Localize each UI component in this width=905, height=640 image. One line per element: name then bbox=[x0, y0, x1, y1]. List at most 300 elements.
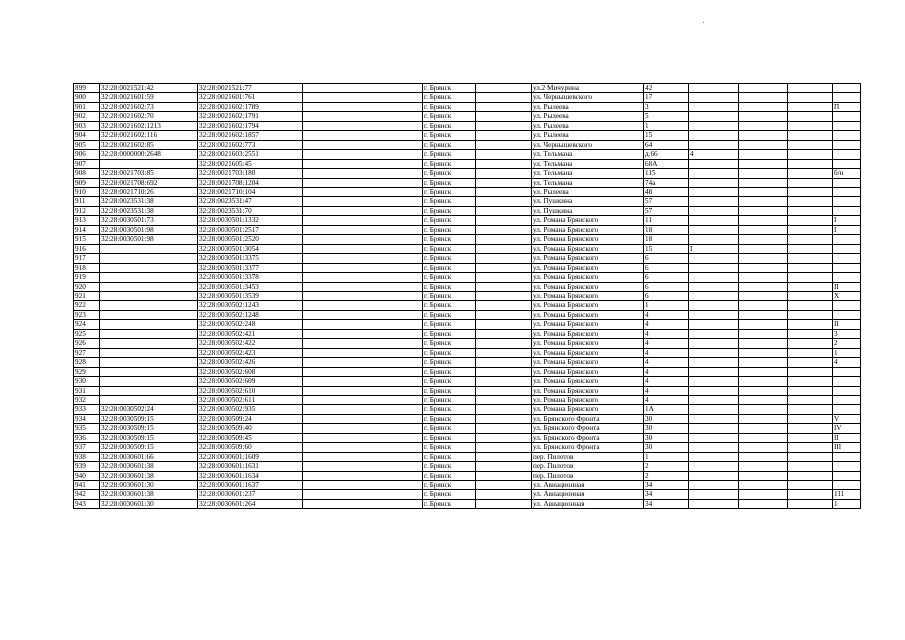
blank-cell-cell bbox=[303, 216, 423, 225]
object-cadastral-number-cell: 32:28:0030509:60 bbox=[198, 443, 303, 452]
blank-cell-cell bbox=[476, 206, 532, 215]
city-cell: г. Брянск bbox=[423, 320, 476, 329]
city-cell: г. Брянск bbox=[423, 329, 476, 338]
land-cadastral-number-cell: 32:28:0030601:30 bbox=[100, 499, 198, 508]
table-row bbox=[74, 206, 861, 215]
blank-cell-cell bbox=[303, 273, 423, 282]
premises-number-cell bbox=[833, 481, 861, 490]
blank-cell-cell bbox=[788, 433, 833, 442]
blank-cell-cell bbox=[303, 481, 423, 490]
object-cadastral-number-cell: 32:28:0030502:248 bbox=[198, 320, 303, 329]
street-cell: пер. Пилотов bbox=[532, 471, 644, 480]
blank-cell-cell bbox=[788, 348, 833, 357]
blank-cell-cell bbox=[476, 93, 532, 102]
land-cadastral-number-cell bbox=[100, 244, 198, 253]
table-row bbox=[74, 235, 861, 244]
blank-cell-cell bbox=[739, 301, 788, 310]
building-number-cell bbox=[689, 499, 739, 508]
land-cadastral-number-cell: 32:28:0030509:15 bbox=[100, 414, 198, 423]
row-number-cell: 934 bbox=[74, 414, 100, 423]
row-number-cell: 900 bbox=[74, 93, 100, 102]
object-cadastral-number-cell: 32:28:0030601:237 bbox=[198, 490, 303, 499]
table-row bbox=[74, 282, 861, 291]
premises-number-cell bbox=[833, 471, 861, 480]
blank-cell-cell bbox=[788, 424, 833, 433]
land-cadastral-number-cell: 32:28:0030601:30 bbox=[100, 481, 198, 490]
premises-number-cell: 1 bbox=[833, 348, 861, 357]
blank-cell-cell bbox=[303, 471, 423, 480]
building-number-cell bbox=[689, 462, 739, 471]
table-row bbox=[74, 254, 861, 263]
blank-cell-cell bbox=[788, 377, 833, 386]
blank-cell-cell bbox=[303, 84, 423, 93]
object-cadastral-number-cell: 32:28:0021602:773 bbox=[198, 140, 303, 149]
land-cadastral-number-cell bbox=[100, 310, 198, 319]
street-cell: ул. Чернышевского bbox=[532, 140, 644, 149]
house-number-cell: 6 bbox=[644, 254, 689, 263]
premises-number-cell bbox=[833, 395, 861, 404]
street-cell: ул. Рылеева bbox=[532, 121, 644, 130]
blank-cell-cell bbox=[788, 310, 833, 319]
building-number-cell bbox=[689, 348, 739, 357]
city-cell: г. Брянск bbox=[423, 93, 476, 102]
premises-number-cell bbox=[833, 84, 861, 93]
building-number-cell bbox=[689, 386, 739, 395]
premises-number-cell bbox=[833, 310, 861, 319]
blank-cell-cell bbox=[788, 150, 833, 159]
street-cell: ул. Романа Брянского bbox=[532, 291, 644, 300]
blank-cell-cell bbox=[303, 197, 423, 206]
street-cell: ул. Рылеева bbox=[532, 131, 644, 140]
blank-cell-cell bbox=[739, 206, 788, 215]
blank-cell-cell bbox=[788, 405, 833, 414]
street-cell: ул. Романа Брянского bbox=[532, 405, 644, 414]
street-cell: ул. Авиационная bbox=[532, 481, 644, 490]
blank-cell-cell bbox=[739, 273, 788, 282]
row-number-cell: 908 bbox=[74, 169, 100, 178]
blank-cell-cell bbox=[739, 377, 788, 386]
house-number-cell: 57 bbox=[644, 206, 689, 215]
table-row bbox=[74, 462, 861, 471]
street-cell: ул. Брянского Фронта bbox=[532, 433, 644, 442]
street-cell: ул. Романа Брянского bbox=[532, 254, 644, 263]
object-cadastral-number-cell: 32:28:0021710:104 bbox=[198, 187, 303, 196]
table-row bbox=[74, 329, 861, 338]
city-cell: г. Брянск bbox=[423, 84, 476, 93]
house-number-cell: 4 bbox=[644, 367, 689, 376]
row-number-cell: 924 bbox=[74, 320, 100, 329]
table-row bbox=[74, 481, 861, 490]
blank-cell-cell bbox=[303, 405, 423, 414]
city-cell: г. Брянск bbox=[423, 159, 476, 168]
blank-cell-cell bbox=[739, 131, 788, 140]
blank-cell-cell bbox=[303, 169, 423, 178]
blank-cell-cell bbox=[476, 462, 532, 471]
table-row bbox=[74, 348, 861, 357]
blank-cell-cell bbox=[788, 216, 833, 225]
table-row bbox=[74, 377, 861, 386]
blank-cell-cell bbox=[739, 481, 788, 490]
city-cell: г. Брянск bbox=[423, 471, 476, 480]
land-cadastral-number-cell: 32:28:0030509:15 bbox=[100, 424, 198, 433]
house-number-cell: 4 bbox=[644, 395, 689, 404]
row-number-cell: 938 bbox=[74, 452, 100, 461]
object-cadastral-number-cell: 32:28:0030501:3378 bbox=[198, 273, 303, 282]
blank-cell-cell bbox=[303, 102, 423, 111]
blank-cell-cell bbox=[476, 187, 532, 196]
land-cadastral-number-cell bbox=[100, 395, 198, 404]
city-cell: г. Брянск bbox=[423, 235, 476, 244]
premises-number-cell: X bbox=[833, 291, 861, 300]
land-cadastral-number-cell: 32:28:0021602:70 bbox=[100, 112, 198, 121]
building-number-cell bbox=[689, 490, 739, 499]
blank-cell-cell bbox=[476, 197, 532, 206]
land-cadastral-number-cell: 32:28:0021708:692 bbox=[100, 178, 198, 187]
blank-cell-cell bbox=[303, 244, 423, 253]
blank-cell-cell bbox=[303, 93, 423, 102]
table-row bbox=[74, 216, 861, 225]
object-cadastral-number-cell: 32:28:0030501:3375 bbox=[198, 254, 303, 263]
premises-number-cell bbox=[833, 367, 861, 376]
premises-number-cell: II bbox=[833, 433, 861, 442]
street-cell: ул. Романа Брянского bbox=[532, 301, 644, 310]
object-cadastral-number-cell: 32:28:0030502:935 bbox=[198, 405, 303, 414]
blank-cell-cell bbox=[788, 159, 833, 168]
premises-number-cell: 1 bbox=[833, 499, 861, 508]
building-number-cell bbox=[689, 471, 739, 480]
building-number-cell bbox=[689, 452, 739, 461]
blank-cell-cell bbox=[739, 282, 788, 291]
blank-cell-cell bbox=[476, 320, 532, 329]
blank-cell-cell bbox=[788, 320, 833, 329]
premises-number-cell bbox=[833, 235, 861, 244]
premises-number-cell bbox=[833, 112, 861, 121]
blank-cell-cell bbox=[739, 254, 788, 263]
row-number-cell: 910 bbox=[74, 187, 100, 196]
blank-cell-cell bbox=[788, 367, 833, 376]
street-cell: ул. Брянского Фронта bbox=[532, 443, 644, 452]
land-cadastral-number-cell bbox=[100, 367, 198, 376]
blank-cell-cell bbox=[476, 150, 532, 159]
city-cell: г. Брянск bbox=[423, 273, 476, 282]
blank-cell-cell bbox=[303, 367, 423, 376]
city-cell: г. Брянск bbox=[423, 310, 476, 319]
row-number-cell: 917 bbox=[74, 254, 100, 263]
blank-cell-cell bbox=[303, 452, 423, 461]
blank-cell-cell bbox=[788, 481, 833, 490]
object-cadastral-number-cell: 32:28:0021602:1791 bbox=[198, 112, 303, 121]
building-number-cell bbox=[689, 395, 739, 404]
land-cadastral-number-cell bbox=[100, 263, 198, 272]
street-cell: ул. Романа Брянского bbox=[532, 282, 644, 291]
blank-cell-cell bbox=[739, 159, 788, 168]
building-number-cell bbox=[689, 367, 739, 376]
land-cadastral-number-cell bbox=[100, 377, 198, 386]
blank-cell-cell bbox=[476, 339, 532, 348]
blank-cell-cell bbox=[739, 140, 788, 149]
object-cadastral-number-cell: 32:28:0021602:1857 bbox=[198, 131, 303, 140]
row-number-cell: 939 bbox=[74, 462, 100, 471]
table-row bbox=[74, 112, 861, 121]
blank-cell-cell bbox=[788, 225, 833, 234]
city-cell: г. Брянск bbox=[423, 499, 476, 508]
blank-cell-cell bbox=[303, 301, 423, 310]
object-cadastral-number-cell: 32:28:0030601:1631 bbox=[198, 462, 303, 471]
blank-cell-cell bbox=[739, 225, 788, 234]
row-number-cell: 916 bbox=[74, 244, 100, 253]
land-cadastral-number-cell bbox=[100, 348, 198, 357]
premises-number-cell bbox=[833, 263, 861, 272]
premises-number-cell bbox=[833, 254, 861, 263]
land-cadastral-number-cell: 32:28:0021601:59 bbox=[100, 93, 198, 102]
premises-number-cell: 3 bbox=[833, 329, 861, 338]
blank-cell-cell bbox=[476, 358, 532, 367]
land-cadastral-number-cell bbox=[100, 320, 198, 329]
blank-cell-cell bbox=[788, 462, 833, 471]
row-number-cell: 913 bbox=[74, 216, 100, 225]
house-number-cell: 4 bbox=[644, 348, 689, 357]
house-number-cell: 4 bbox=[644, 386, 689, 395]
table-row bbox=[74, 178, 861, 187]
row-number-cell: 940 bbox=[74, 471, 100, 480]
blank-cell-cell bbox=[788, 291, 833, 300]
house-number-cell: 18 bbox=[644, 235, 689, 244]
object-cadastral-number-cell: 32:28:0030601:1637 bbox=[198, 481, 303, 490]
blank-cell-cell bbox=[476, 433, 532, 442]
row-number-cell: 933 bbox=[74, 405, 100, 414]
building-number-cell bbox=[689, 273, 739, 282]
blank-cell-cell bbox=[739, 499, 788, 508]
blank-cell-cell bbox=[303, 150, 423, 159]
land-cadastral-number-cell: 32:28:0030601:38 bbox=[100, 471, 198, 480]
street-cell: ул. Рылеева bbox=[532, 112, 644, 121]
building-number-cell bbox=[689, 254, 739, 263]
house-number-cell: 6 bbox=[644, 263, 689, 272]
house-number-cell: 34 bbox=[644, 481, 689, 490]
blank-cell-cell bbox=[303, 225, 423, 234]
table-row bbox=[74, 131, 861, 140]
building-number-cell bbox=[689, 358, 739, 367]
street-cell: ул. Романа Брянского bbox=[532, 273, 644, 282]
table-row bbox=[74, 102, 861, 111]
city-cell: г. Брянск bbox=[423, 169, 476, 178]
premises-number-cell bbox=[833, 150, 861, 159]
table-row bbox=[74, 121, 861, 130]
blank-cell-cell bbox=[476, 112, 532, 121]
object-cadastral-number-cell: 32:28:0030501:2517 bbox=[198, 225, 303, 234]
house-number-cell: 2 bbox=[644, 471, 689, 480]
blank-cell-cell bbox=[739, 112, 788, 121]
street-cell: ул. Пушкина bbox=[532, 197, 644, 206]
blank-cell-cell bbox=[303, 187, 423, 196]
city-cell: г. Брянск bbox=[423, 197, 476, 206]
house-number-cell: 64 bbox=[644, 140, 689, 149]
object-cadastral-number-cell: 32:28:0030502:608 bbox=[198, 367, 303, 376]
table-row bbox=[74, 395, 861, 404]
building-number-cell: I bbox=[689, 244, 739, 253]
table-row bbox=[74, 263, 861, 272]
building-number-cell bbox=[689, 140, 739, 149]
table-row bbox=[74, 405, 861, 414]
table-row bbox=[74, 358, 861, 367]
city-cell: г. Брянск bbox=[423, 490, 476, 499]
land-cadastral-number-cell: 32:28:0021703:85 bbox=[100, 169, 198, 178]
city-cell: г. Брянск bbox=[423, 395, 476, 404]
blank-cell-cell bbox=[476, 254, 532, 263]
blank-cell-cell bbox=[739, 235, 788, 244]
object-cadastral-number-cell: 32:28:0030601:1634 bbox=[198, 471, 303, 480]
row-number-cell: 930 bbox=[74, 377, 100, 386]
object-cadastral-number-cell: 32:28:0030502:1243 bbox=[198, 301, 303, 310]
blank-cell-cell bbox=[788, 471, 833, 480]
blank-cell-cell bbox=[788, 197, 833, 206]
blank-cell-cell bbox=[739, 169, 788, 178]
street-cell: ул. Чернышевского bbox=[532, 93, 644, 102]
blank-cell-cell bbox=[476, 301, 532, 310]
blank-cell-cell bbox=[476, 131, 532, 140]
house-number-cell: 74а bbox=[644, 178, 689, 187]
house-number-cell: 42 bbox=[644, 84, 689, 93]
blank-cell-cell bbox=[739, 339, 788, 348]
house-number-cell: 34 bbox=[644, 499, 689, 508]
house-number-cell: 115 bbox=[644, 169, 689, 178]
premises-number-cell bbox=[833, 187, 861, 196]
blank-cell-cell bbox=[788, 452, 833, 461]
row-number-cell: 931 bbox=[74, 386, 100, 395]
blank-cell-cell bbox=[739, 187, 788, 196]
house-number-cell: 2 bbox=[644, 462, 689, 471]
street-cell: ул. Романа Брянского bbox=[532, 263, 644, 272]
house-number-cell: 1А bbox=[644, 405, 689, 414]
city-cell: г. Брянск bbox=[423, 414, 476, 423]
city-cell: г. Брянск bbox=[423, 377, 476, 386]
building-number-cell bbox=[689, 329, 739, 338]
row-number-cell: 907 bbox=[74, 159, 100, 168]
blank-cell-cell bbox=[303, 395, 423, 404]
city-cell: г. Брянск bbox=[423, 225, 476, 234]
building-number-cell bbox=[689, 310, 739, 319]
city-cell: г. Брянск bbox=[423, 282, 476, 291]
row-number-cell: 919 bbox=[74, 273, 100, 282]
blank-cell-cell bbox=[303, 131, 423, 140]
blank-cell-cell bbox=[739, 367, 788, 376]
land-cadastral-number-cell: 32:28:0030509:15 bbox=[100, 443, 198, 452]
blank-cell-cell bbox=[788, 93, 833, 102]
city-cell: г. Брянск bbox=[423, 481, 476, 490]
object-cadastral-number-cell: 32:28:0021603:2551 bbox=[198, 150, 303, 159]
blank-cell-cell bbox=[739, 358, 788, 367]
building-number-cell bbox=[689, 131, 739, 140]
blank-cell-cell bbox=[303, 310, 423, 319]
blank-cell-cell bbox=[476, 348, 532, 357]
house-number-cell: 11 bbox=[644, 216, 689, 225]
row-number-cell: 901 bbox=[74, 102, 100, 111]
land-cadastral-number-cell bbox=[100, 386, 198, 395]
object-cadastral-number-cell: 32:28:0023531:47 bbox=[198, 197, 303, 206]
object-cadastral-number-cell: 32:28:0030502:426 bbox=[198, 358, 303, 367]
row-number-cell: 902 bbox=[74, 112, 100, 121]
object-cadastral-number-cell: 32:28:0021602:1789 bbox=[198, 102, 303, 111]
premises-number-cell: 4 bbox=[833, 358, 861, 367]
street-cell: ул. Романа Брянского bbox=[532, 395, 644, 404]
table-row bbox=[74, 452, 861, 461]
building-number-cell bbox=[689, 377, 739, 386]
blank-cell-cell bbox=[476, 443, 532, 452]
object-cadastral-number-cell: 32:28:0030502:423 bbox=[198, 348, 303, 357]
house-number-cell: 48 bbox=[644, 187, 689, 196]
object-cadastral-number-cell: 32:28:0030501:2520 bbox=[198, 235, 303, 244]
premises-number-cell: II bbox=[833, 320, 861, 329]
object-cadastral-number-cell: 32:28:0021703:180 bbox=[198, 169, 303, 178]
row-number-cell: 928 bbox=[74, 358, 100, 367]
table-row bbox=[74, 386, 861, 395]
blank-cell-cell bbox=[788, 490, 833, 499]
row-number-cell: 904 bbox=[74, 131, 100, 140]
building-number-cell bbox=[689, 159, 739, 168]
blank-cell-cell bbox=[303, 339, 423, 348]
city-cell: г. Брянск bbox=[423, 433, 476, 442]
row-number-cell: 899 bbox=[74, 84, 100, 93]
house-number-cell: 6 bbox=[644, 291, 689, 300]
house-number-cell: 15 bbox=[644, 244, 689, 253]
object-cadastral-number-cell: 32:28:0030501:3377 bbox=[198, 263, 303, 272]
blank-cell-cell bbox=[476, 367, 532, 376]
row-number-cell: 925 bbox=[74, 329, 100, 338]
row-number-cell: 922 bbox=[74, 301, 100, 310]
premises-number-cell bbox=[833, 93, 861, 102]
blank-cell-cell bbox=[476, 377, 532, 386]
building-number-cell bbox=[689, 263, 739, 272]
table-row bbox=[74, 443, 861, 452]
row-number-cell: 920 bbox=[74, 282, 100, 291]
object-cadastral-number-cell: 32:28:0030601:1609 bbox=[198, 452, 303, 461]
registry-table bbox=[73, 83, 861, 509]
blank-cell-cell bbox=[303, 358, 423, 367]
house-number-cell: д.66 bbox=[644, 150, 689, 159]
house-number-cell: 1 bbox=[644, 452, 689, 461]
building-number-cell bbox=[689, 339, 739, 348]
blank-cell-cell bbox=[476, 140, 532, 149]
house-number-cell: 4 bbox=[644, 358, 689, 367]
house-number-cell: 4 bbox=[644, 320, 689, 329]
table-row bbox=[74, 244, 861, 253]
blank-cell-cell bbox=[303, 462, 423, 471]
blank-cell-cell bbox=[476, 405, 532, 414]
scan-speck bbox=[703, 22, 704, 23]
blank-cell-cell bbox=[739, 424, 788, 433]
building-number-cell bbox=[689, 216, 739, 225]
building-number-cell bbox=[689, 112, 739, 121]
blank-cell-cell bbox=[303, 159, 423, 168]
blank-cell-cell bbox=[739, 178, 788, 187]
blank-cell-cell bbox=[788, 206, 833, 215]
blank-cell-cell bbox=[303, 263, 423, 272]
city-cell: г. Брянск bbox=[423, 443, 476, 452]
street-cell: пер. Пилотов bbox=[532, 452, 644, 461]
object-cadastral-number-cell: 32:28:0030502:609 bbox=[198, 377, 303, 386]
row-number-cell: 926 bbox=[74, 339, 100, 348]
blank-cell-cell bbox=[739, 443, 788, 452]
street-cell: ул. Романа Брянского bbox=[532, 320, 644, 329]
table-row bbox=[74, 414, 861, 423]
blank-cell-cell bbox=[739, 263, 788, 272]
house-number-cell: 6 bbox=[644, 273, 689, 282]
blank-cell-cell bbox=[303, 414, 423, 423]
blank-cell-cell bbox=[788, 273, 833, 282]
land-cadastral-number-cell: 32:28:0023531:38 bbox=[100, 206, 198, 215]
premises-number-cell: П bbox=[833, 102, 861, 111]
house-number-cell: 3 bbox=[644, 102, 689, 111]
